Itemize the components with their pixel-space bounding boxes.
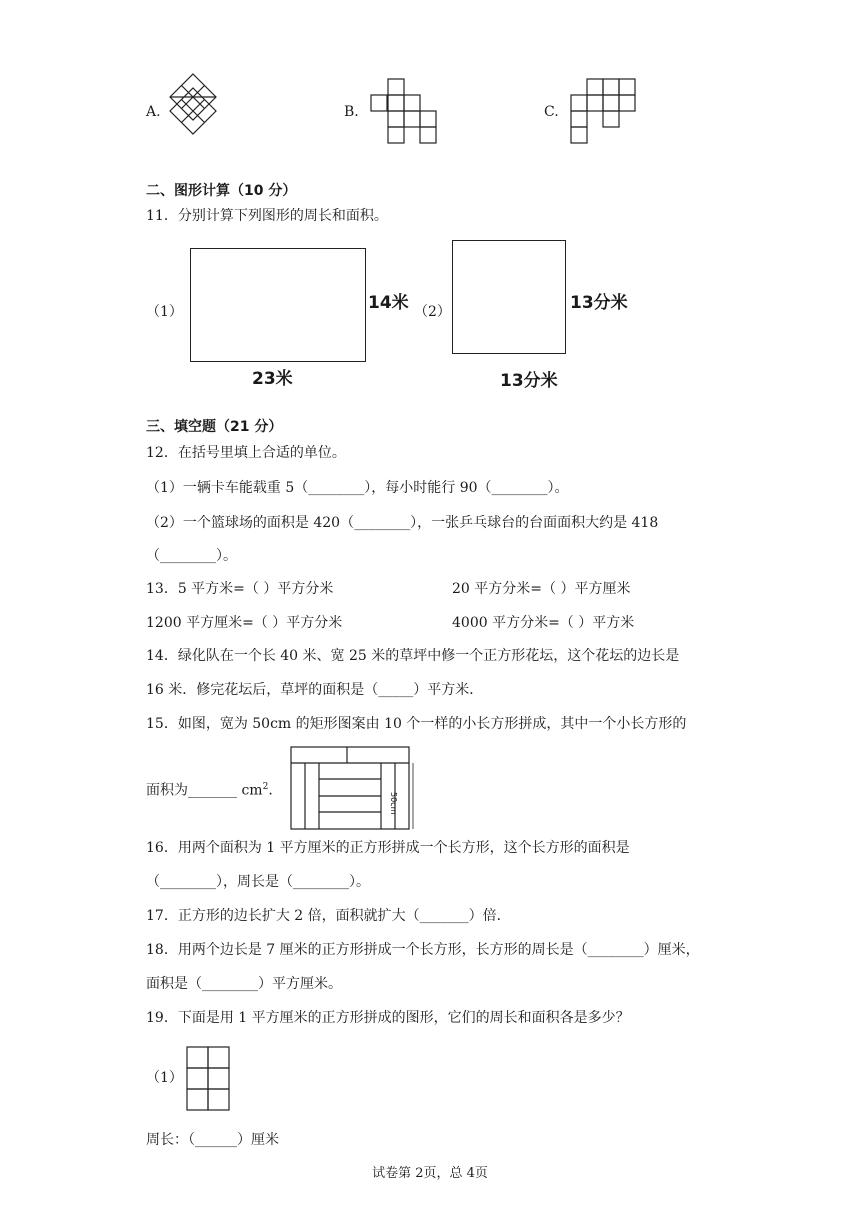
square-right-side-label: 13分米 xyxy=(570,293,628,313)
square-unit-superscript: 2 xyxy=(262,782,269,792)
question-15-answer-prefix: 面积为_______ cm xyxy=(146,782,263,799)
square-net-c-icon xyxy=(570,78,636,144)
question-15-line-1: 15．如图，宽为 50cm 的矩形图案由 10 个一样的小长方形拼成，其中一个小长方形的 xyxy=(146,716,687,732)
figure-2-label: （2） xyxy=(414,304,451,320)
rectangle-figure xyxy=(190,248,366,362)
question-19-perimeter: 周长：（______）厘米 xyxy=(146,1132,279,1148)
option-b-label: B. xyxy=(344,104,359,120)
question-16-line-2: （________），周长是（________）。 xyxy=(146,874,370,890)
page-footer: 试卷第 2页，总 4页 xyxy=(372,1166,488,1181)
question-14-line-1: 14．绿化队在一个长 40 米、宽 25 米的草坪中修一个正方形花坛，这个花坛的边长是 xyxy=(146,648,680,664)
section-title-fill-in: 三、填空题（21 分） xyxy=(146,419,283,435)
square-net-b-icon xyxy=(370,78,444,144)
tiled-rectangle-width-label: 50cm xyxy=(389,792,398,815)
question-13-b: 20 平方分米=（ ）平方厘米 xyxy=(452,581,631,597)
rectangle-width-label: 23米 xyxy=(252,369,293,389)
question-19-text: 19．下面是用 1 平方厘米的正方形拼成的图形，它们的周长和面积各是多少？ xyxy=(146,1010,630,1026)
tiled-rectangle-figure xyxy=(290,746,420,830)
question-15-line-2 xyxy=(146,777,273,801)
unit-square-grid-figure xyxy=(186,1046,230,1112)
question-14-line-2: 16 米．修完花坛后，草坪的面积是（_____）平方米． xyxy=(146,682,484,698)
square-figure xyxy=(452,240,566,354)
question-11-text: 11．分别计算下列图形的周长和面积。 xyxy=(146,208,388,224)
square-bottom-side-label: 13分米 xyxy=(500,371,558,391)
rectangle-height-label: 14米 xyxy=(368,293,409,313)
question-18-line-1: 18．用两个边长是 7 厘米的正方形拼成一个长方形，长方形的周长是（________）厘米， xyxy=(146,942,700,958)
question-12-line-3: （________）。 xyxy=(146,548,237,564)
question-13-a: 13．5 平方米=（ ）平方分米 xyxy=(146,581,334,597)
section-title-geometry: 二、图形计算（10 分） xyxy=(146,183,297,199)
option-c-label: C. xyxy=(544,104,559,120)
question-12-text: 12．在括号里填上合适的单位。 xyxy=(146,445,346,461)
option-a-label: A. xyxy=(146,104,161,120)
question-17-text: 17．正方形的边长扩大 2 倍，面积就扩大（_______）倍． xyxy=(146,908,511,924)
question-13-c: 1200 平方厘米=（ ）平方分米 xyxy=(146,615,343,631)
question-18-line-2: 面积是（________）平方厘米。 xyxy=(146,976,342,992)
question-16-line-1: 16．用两个面积为 1 平方厘米的正方形拼成一个长方形，这个长方形的面积是 xyxy=(146,840,630,856)
question-12-line-2: （2）一个篮球场的面积是 420（________），一张乒乓球台的台面面积大约是 418 xyxy=(146,515,659,531)
diamond-lattice-icon xyxy=(168,72,218,136)
figure-1-label: （1） xyxy=(146,304,183,320)
question-19-figure-label: （1） xyxy=(146,1070,183,1086)
question-15-answer-suffix: . xyxy=(268,782,273,799)
question-13-d: 4000 平方分米=（ ）平方米 xyxy=(452,615,635,631)
question-12-line-1: （1）一辆卡车能载重 5（________），每小时能行 90（________）。 xyxy=(146,480,569,496)
